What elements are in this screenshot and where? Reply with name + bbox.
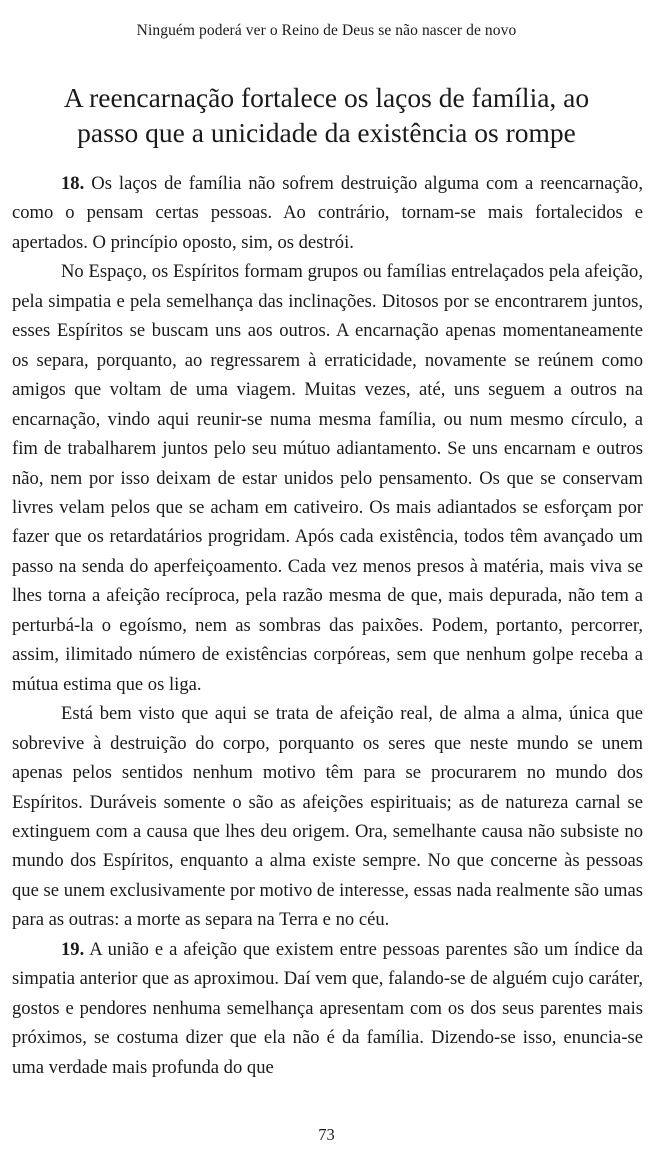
- paragraph-text: Está bem visto que aqui se trata de afeição real, de alma a alma, única que sobrevive à destruição do corpo, porquanto os seres que neste mundo se unem apenas pelos sentidos nenhum motivo têm para se procurarem no mundo dos Espíritos. Duráveis somente o são as afeições espirituais; as de natureza carnal se extinguem com a causa que lhes deu origem. Ora, semelhante causa não subsiste no mundo dos Espíritos, enquanto a alma existe sempre. No que concerne às pessoas que se unem exclusivamente por motivo de interesse, essas nada realmente são umas para as outras: a morte as separa na Terra e no céu.: [12, 703, 643, 931]
- paragraph-number: 19.: [61, 938, 85, 960]
- chapter-title-line-2: passo que a unicidade da existência os rompe: [77, 117, 576, 148]
- paragraph-text: A união e a afeição que existem entre pessoas parentes são um índice da simpatia anterior que as aproximou. Daí vem que, falando-se de alguém cujo caráter, gostos e pendores nenhuma semelhança apresentam com os dos seus parentes mais próximos, se costuma dizer que ela não é da família. Dizendo-se isso, enuncia-se uma verdade mais profunda do que: [12, 938, 644, 1078]
- paragraph-19: [12, 935, 643, 1082]
- running-header: Ninguém poderá ver o Reino de Deus se não nascer de novo: [136, 22, 517, 39]
- paragraph-text: No Espaço, os Espíritos formam grupos ou famílias entrelaçados pela afeição, pela simpatia e pela semelhança das inclinações. Ditosos por se encontrarem juntos, esses Espíritos se buscam uns aos outros. A encarnação apenas momentaneamente os separa, porquanto, ao regressarem à erraticidade, novamente se reúnem como amigos que voltam de uma viagem. Muitas vezes, até, uns seguem a outros na encarnação, vindo aqui reunir-se numa mesma família, ou num mesmo círculo, a fim de trabalharem juntos pelo seu mútuo adiantamento. Se uns encarnam e outros não, nem por isso deixam de estar unidos pelo pensamento. Os que se conservam livres velam pelos que se acham em cativeiro. Os mais adiantados se esforçam por fazer que os retardatários progridam. Após cada existência, todos têm avançado um passo na senda do aperfeiçoamento. Cada vez menos presos à matéria, mais viva se lhes torna a afeição recíproca, pela razão mesma de que, mais depurada, não tem a perturbá-la o egoísmo, nem as sombras das paixões. Podem, portanto, percorrer, assim, ilimitado número de existências corpóreas, sem que nenhum golpe receba a mútua estima que os liga.: [12, 261, 643, 695]
- chapter-title-line-1: A reencarnação fortalece os laços de família, ao: [63, 82, 590, 113]
- paragraph-18: [12, 169, 643, 257]
- page-number: 73: [318, 1125, 335, 1144]
- paragraph-afeicao-real: [12, 699, 643, 935]
- paragraph-text: Os laços de família não sofrem destruição alguma com a reencarnação, como o pensam certas pessoas. Ao contrário, tornam-se mais fortalecidos e apertados. O princípio oposto, sim, os destrói.: [12, 173, 643, 253]
- chapter-title: [14, 80, 639, 150]
- body-text: [12, 169, 643, 1082]
- paragraph-number: 18.: [61, 173, 85, 194]
- paragraph-espaco: [12, 257, 643, 699]
